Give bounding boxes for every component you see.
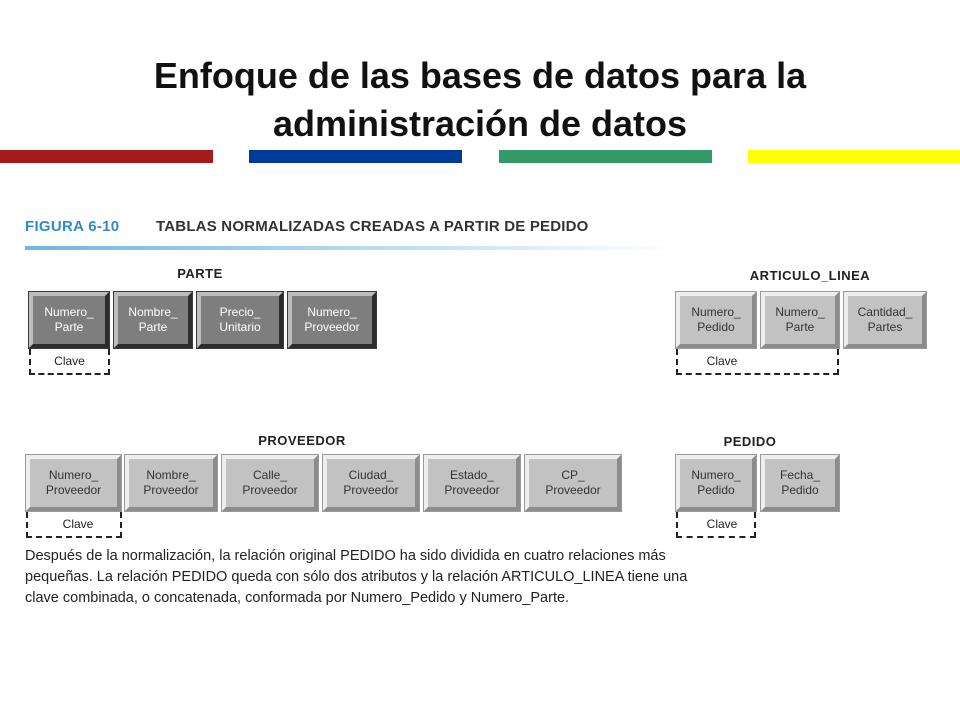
accent-bar-yellow <box>748 150 960 163</box>
figure-rule <box>25 246 675 250</box>
field-pedido-fecha-pedido: Fecha_ Pedido <box>761 455 839 511</box>
field-proveedor-numero-proveedor: Numero_ Proveedor <box>26 455 121 511</box>
accent-bar-red <box>0 150 213 163</box>
figure-header <box>25 216 675 254</box>
field-pedido-numero-pedido: Numero_ Pedido <box>676 455 756 511</box>
field-proveedor-cp-proveedor: CP_ Proveedor <box>525 455 621 511</box>
field-proveedor-estado-proveedor: Estado_ Proveedor <box>424 455 520 511</box>
accent-bar-blue <box>249 150 462 163</box>
slide-title <box>40 52 920 148</box>
field-parte-numero-proveedor: Numero_ Proveedor <box>288 292 376 348</box>
key-label-articulo-linea: Clave <box>706 354 738 368</box>
figure-caption: TABLAS NORMALIZADAS CREADAS A PARTIR DE PEDIDO <box>156 218 589 235</box>
footnote-line-2: pequeñas. La relación PEDIDO queda con sólo dos atributos y la relación ARTICULO_LINEA tiene una <box>25 569 688 585</box>
field-articulo-linea-numero-parte: Numero_ Parte <box>761 292 839 348</box>
field-proveedor-ciudad-proveedor: Ciudad_ Proveedor <box>323 455 419 511</box>
field-parte-numero-parte: Numero_ Parte <box>29 292 109 348</box>
table-title-proveedor: PROVEEDOR <box>258 433 346 448</box>
figure-label: FIGURA 6-10 <box>25 218 120 235</box>
field-proveedor-calle-proveedor: Calle_ Proveedor <box>222 455 318 511</box>
key-label-parte: Clave <box>54 354 85 368</box>
field-proveedor-nombre-proveedor: Nombre_ Proveedor <box>125 455 217 511</box>
slide-title-line-2: administración de datos <box>272 103 688 144</box>
footnote-line-3: clave combinada, o concatenada, conformada por Numero_Pedido y Numero_Parte. <box>25 590 570 606</box>
footnote-line-1: Después de la normalización, la relación original PEDIDO ha sido dividida en cuatro relaciones más <box>25 548 666 564</box>
field-parte-precio-unitario: Precio_ Unitario <box>197 292 283 348</box>
key-label-pedido: Clave <box>706 517 738 531</box>
slide-title-line-1: Enfoque de las bases de datos para la <box>153 55 807 96</box>
field-articulo-linea-numero-pedido: Numero_ Pedido <box>676 292 756 348</box>
field-articulo-linea-cantidad-partes: Cantidad_ Partes <box>844 292 926 348</box>
key-label-proveedor: Clave <box>62 517 94 531</box>
figure-footnote <box>25 546 705 609</box>
table-title-articulo-linea: ARTICULO_LINEA <box>749 268 871 283</box>
table-title-pedido: PEDIDO <box>723 434 777 449</box>
field-parte-nombre-parte: Nombre_ Parte <box>114 292 192 348</box>
accent-bar-green <box>499 150 712 163</box>
table-title-parte: PARTE <box>177 266 223 281</box>
